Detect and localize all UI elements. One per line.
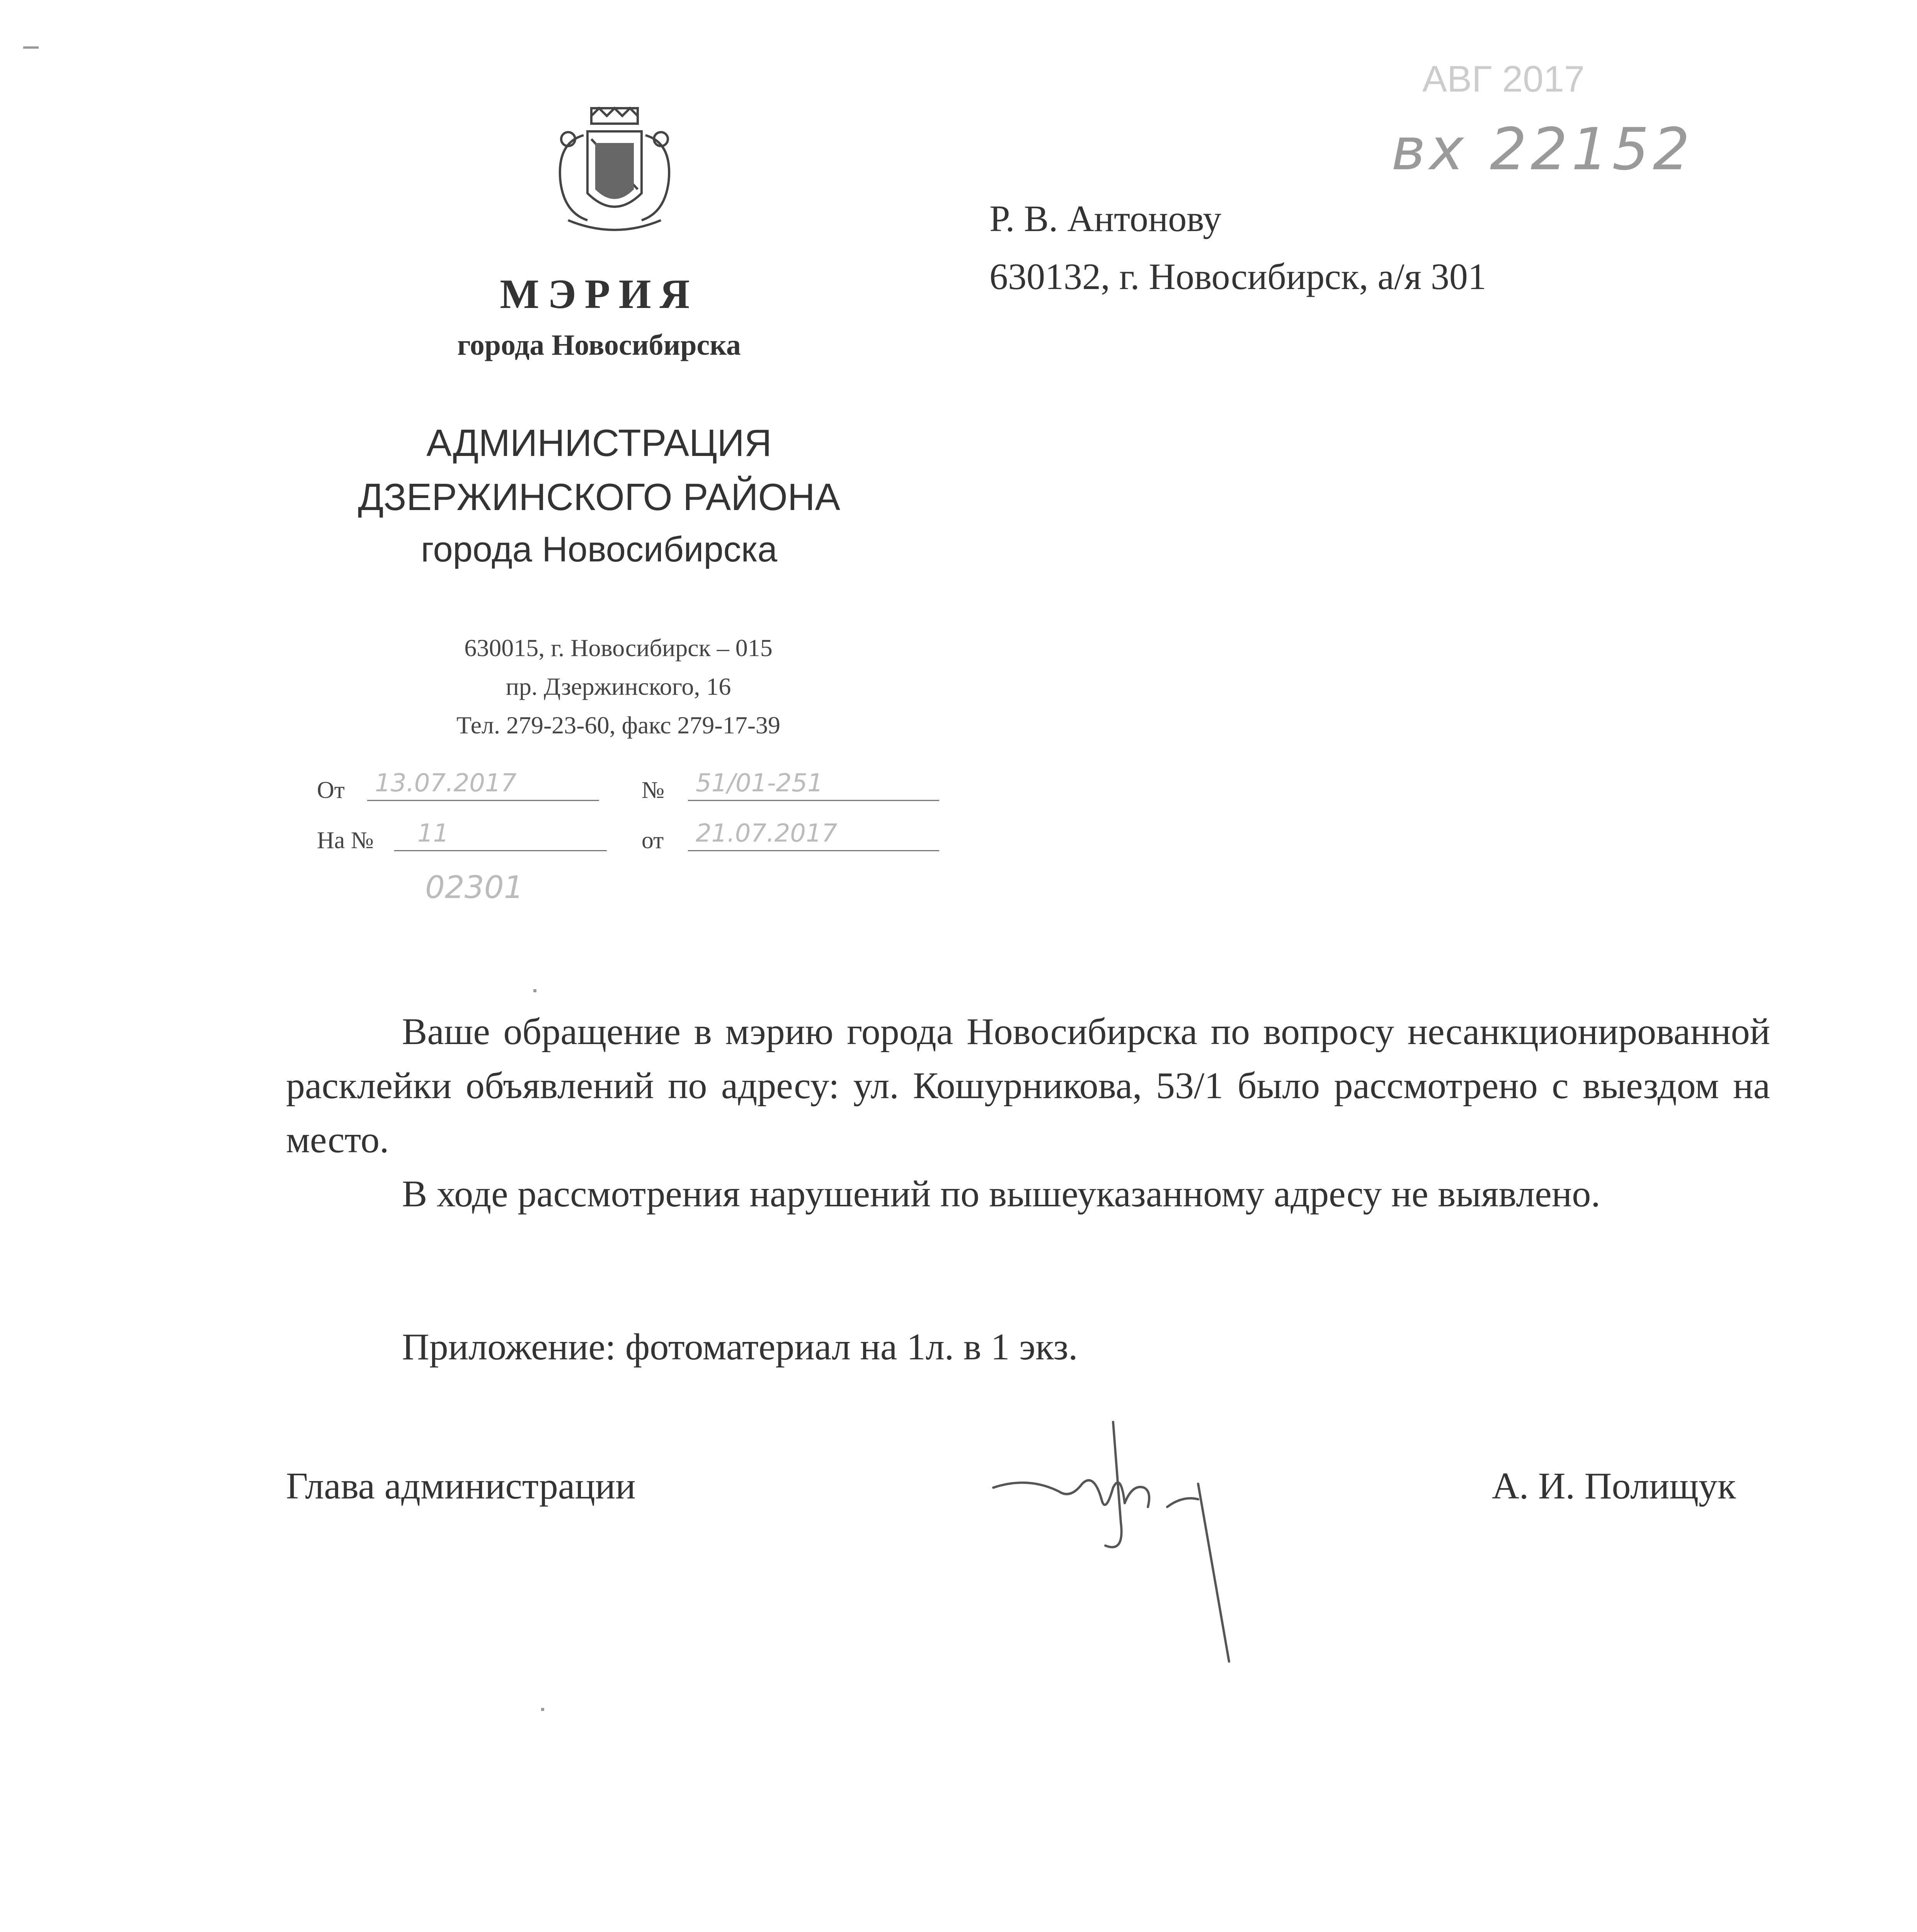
number-label: № [642, 777, 665, 803]
extra-handwritten-number: 02301 [425, 869, 524, 905]
reply-number-label: На № [317, 827, 374, 854]
scan-speck [23, 46, 39, 49]
signatory-role: Глава администрации [286, 1465, 636, 1507]
reply-date-handwritten: 21.07.2017 [696, 819, 838, 848]
sender-address-line-1: 630015, г. Новосибирск – 015 [464, 634, 773, 662]
incoming-number-handwritten: вх 22152 [1391, 116, 1694, 183]
scan-speck [533, 989, 536, 992]
mayor-subtitle: города Новосибирска [457, 329, 741, 361]
mayor-title: МЭРИЯ [500, 271, 698, 317]
coat-of-arms-icon [533, 104, 696, 243]
scan-speck [541, 1708, 544, 1711]
recipient-address: 630132, г. Новосибирск, а/я 301 [989, 256, 1486, 297]
body-paragraph-2: В ходе рассмотрения нарушений по вышеуказанному адресу не выявлено. [402, 1173, 1600, 1215]
district-name: ДЗЕРЖИНСКОГО РАЙОНА [358, 476, 840, 518]
reply-number-handwritten: 11 [417, 819, 449, 848]
sender-contacts: Тел. 279-23-60, факс 279-17-39 [456, 711, 781, 739]
administration-title: АДМИНИСТРАЦИЯ [426, 422, 772, 464]
received-date-stamp: АВГ 2017 [1422, 58, 1585, 100]
recipient-name: Р. В. Антонову [989, 198, 1222, 239]
signatory-name: А. И. Полищук [1492, 1465, 1736, 1507]
number-handwritten: 51/01-251 [696, 769, 823, 798]
handwritten-signature [982, 1406, 1252, 1669]
city-name: города Новосибирска [421, 530, 778, 569]
reply-date-label: от [642, 827, 664, 854]
body-paragraph-1: Ваше обращение в мэрию города Новосибирска по вопросу несанкционированной расклейки объявлений по адресу: ул. Кошурникова, 53/1 было рассмотрено с выездом на место. [286, 1011, 1770, 1161]
sender-address-line-2: пр. Дзержинского, 16 [506, 673, 731, 700]
from-date-handwritten: 13.07.2017 [375, 769, 517, 798]
attachment-note: Приложение: фотоматериал на 1л. в 1 экз. [402, 1326, 1078, 1368]
from-label: От [317, 777, 345, 803]
